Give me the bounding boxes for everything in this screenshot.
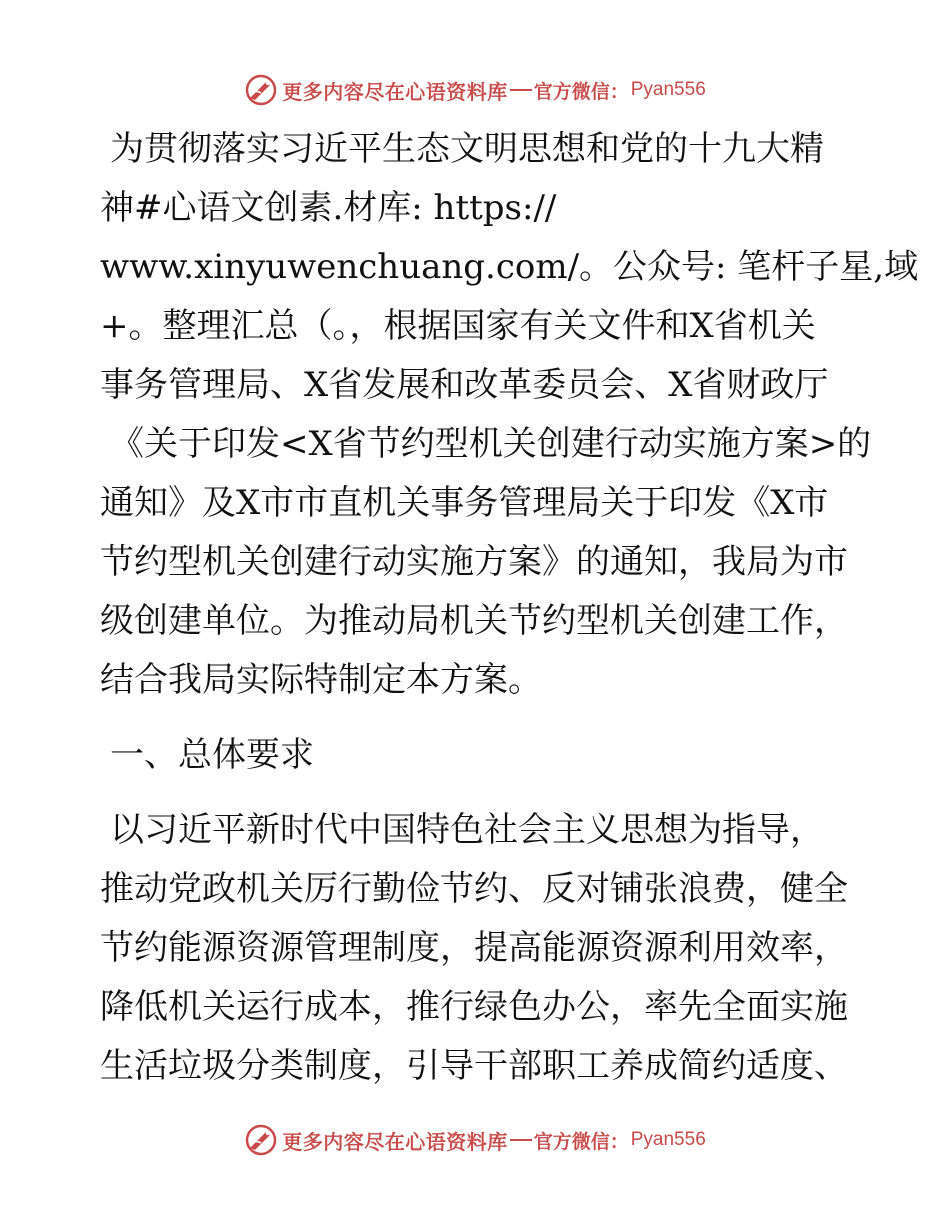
text-line: 为贯彻落实习近平生态文明思想和党的十九大精 <box>110 129 824 169</box>
text-line: 节约能源资源管理制度，提高能源资源利用效率， <box>100 928 848 968</box>
pen-nib-logo-icon <box>244 73 278 107</box>
banner-wechat-label: 官方微信： <box>533 80 629 103</box>
document-body <box>100 120 919 1096</box>
text-line: 生活垃圾分类制度，引导干部职工养成简约适度、 <box>100 1046 848 1086</box>
pen-nib-logo-icon <box>244 1123 278 1157</box>
text-line: 通知》及X市市直机关事务管理局关于印发《X市 <box>100 483 829 523</box>
header-watermark-banner <box>0 70 950 110</box>
text-line: +。整理汇总（。，根据国家有关文件和X省机关 <box>100 306 816 346</box>
text-line: 级创建单位。为推动局机关节约型机关创建工作， <box>100 601 848 641</box>
text-line: 事务管理局、X省发展和改革委员会、X省财政厅 <box>100 365 829 405</box>
text-line: www.xinyuwenchuang.com/。公众号: 笔杆子星,域 <box>100 247 919 287</box>
text-line: 以习近平新时代中国特色社会主义思想为指导， <box>110 810 824 850</box>
text-line: 《关于印发<X省节约型机关创建行动实施方案>的 <box>110 424 872 464</box>
text-line: 神#心语文创素.材库: https:// <box>100 188 557 228</box>
paragraph-general-requirements <box>100 801 860 1096</box>
text-line: 推动党政机关厉行勤俭节约、反对铺张浪费，健全 <box>100 869 848 909</box>
banner-wechat-label: 官方微信： <box>533 1130 629 1153</box>
banner-main-text: 更多内容尽在心语资料库 <box>282 79 508 104</box>
paragraph-gap <box>100 710 860 726</box>
footer-watermark-banner <box>0 1120 950 1160</box>
text-line: 结合我局实际特制定本方案。 <box>100 660 542 700</box>
banner-wechat-id: Pyan556 <box>630 1129 706 1150</box>
paragraph-intro <box>100 120 919 710</box>
banner-separator <box>510 89 532 91</box>
banner-separator <box>510 1139 532 1141</box>
text-line: 节约型机关创建行动实施方案》的通知，我局为市 <box>100 542 848 582</box>
banner-main-text: 更多内容尽在心语资料库 <box>282 1129 508 1154</box>
section-heading: 一、总体要求 <box>110 735 314 775</box>
text-line: 降低机关运行成本，推行绿色办公，率先全面实施 <box>100 987 848 1027</box>
banner-wechat-id: Pyan556 <box>630 79 706 100</box>
paragraph-gap <box>100 785 860 801</box>
